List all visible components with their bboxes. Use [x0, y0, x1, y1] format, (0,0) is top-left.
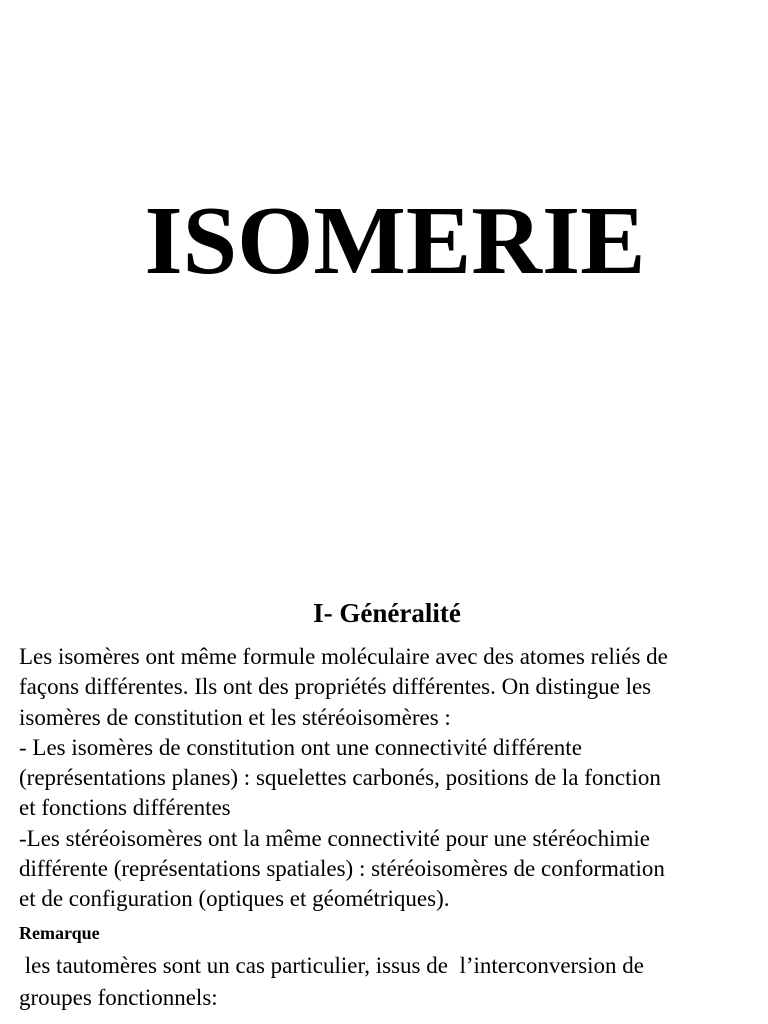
paragraph-line: et de configuration (optiques et géométriques). — [19, 886, 450, 912]
document-title: ISOMERIE — [144, 187, 646, 295]
remark-line: groupes fonctionnels: — [19, 985, 218, 1010]
paragraph-line: différente (représentations spatiales) : stéréoisomères de conformation — [19, 856, 665, 882]
paragraph-line: et fonctions différentes — [19, 795, 231, 821]
remark-line: les tautomères sont un cas particulier, issus de l’interconversion de — [19, 953, 645, 978]
remark-label: Remarque — [19, 923, 100, 943]
paragraph-line: Les isomères ont même formule moléculaire avec des atomes reliés de — [19, 644, 668, 669]
paragraph-line: - Les isomères de constitution ont une connectivité différente — [19, 734, 582, 760]
remark-paragraph — [19, 950, 759, 1014]
paragraph-line: isomères de constitution et les stéréoisomères : — [19, 704, 451, 730]
paragraph-line: (représentations planes) : squelettes carbonés, positions de la fonction — [19, 765, 661, 791]
generalite-paragraph — [19, 642, 759, 915]
section-heading: I- Généralité — [313, 598, 461, 628]
paragraph-line: -Les stéréoisomères ont la même connectivité pour une stéréochimie — [19, 825, 650, 851]
paragraph-line: façons différentes. Ils ont des propriétés différentes. On distingue les — [19, 674, 652, 700]
